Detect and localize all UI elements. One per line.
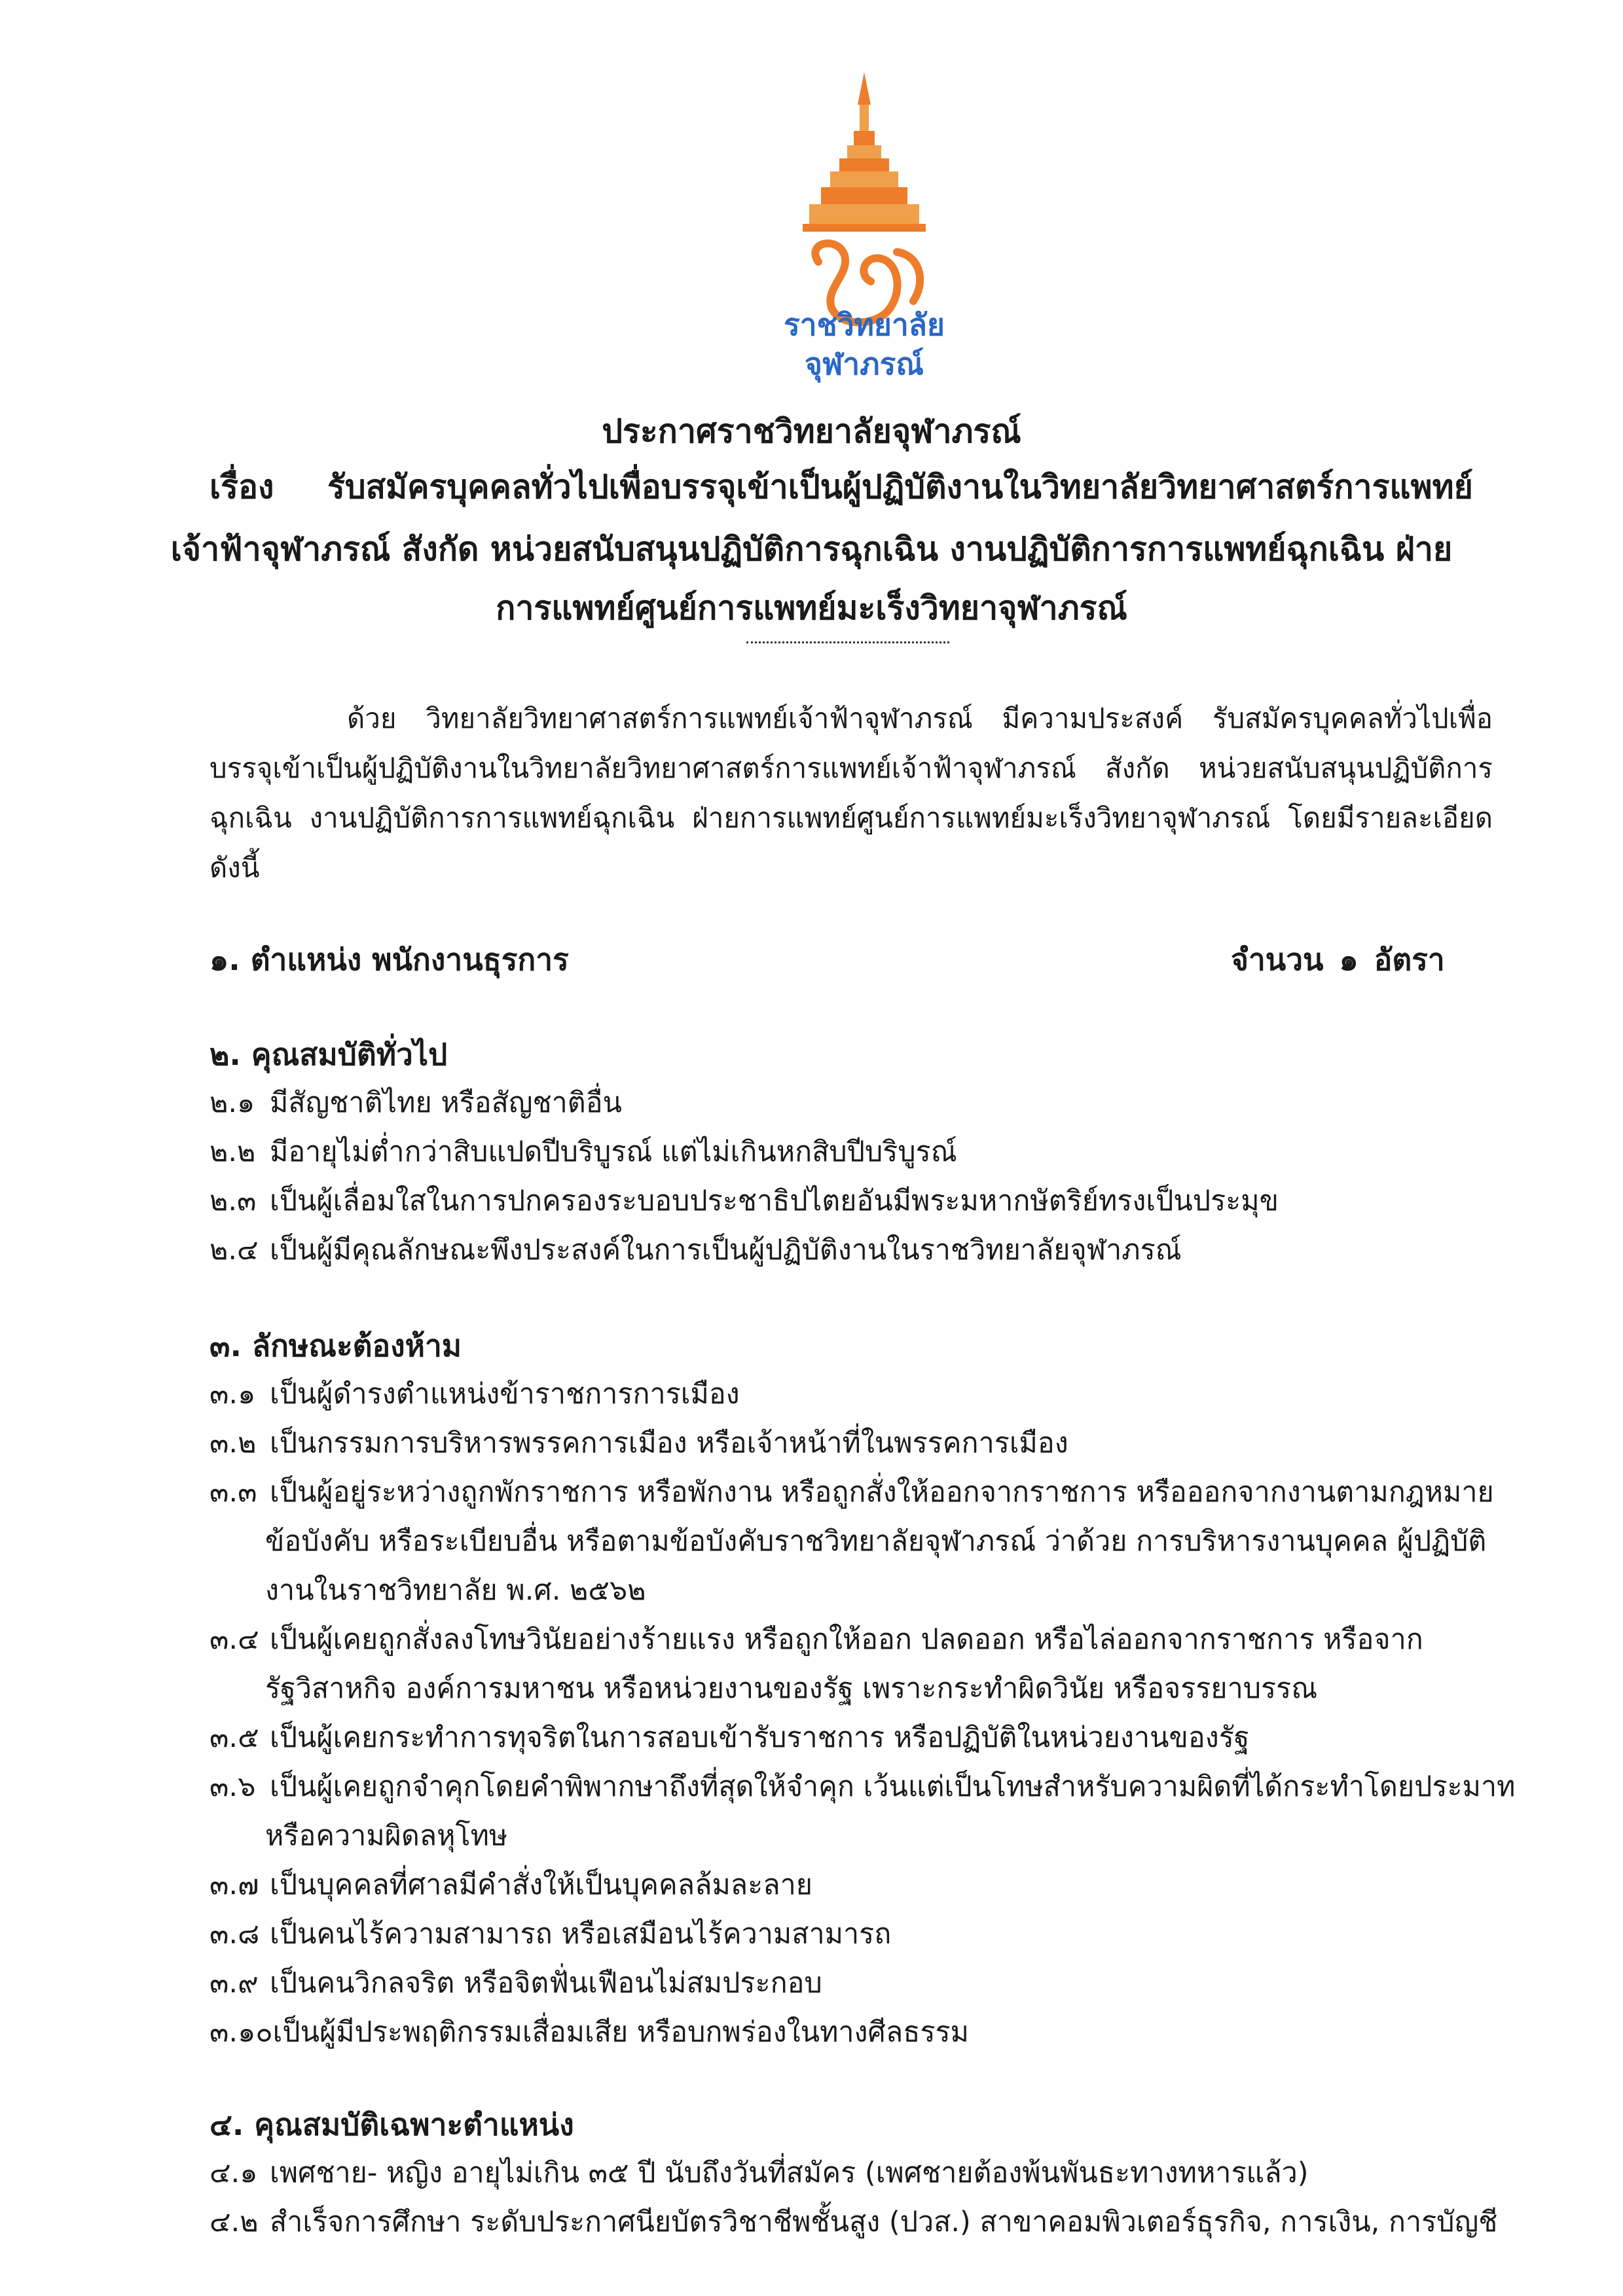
list-item: ๔.๑ เพศชาย- หญิง อายุไม่เกิน ๓๕ ปี นับถึงวันที่สมัคร (เพศชายต้องพ้นพันธะทางทหารแล้ว) [210,2157,1309,2189]
count-unit: อัตรา [1374,942,1445,977]
list-item: ๒.๒ มีอายุไม่ต่ำกว่าสิบแปดปีบริบูรณ์ แต่ไม่เกินหกสิบปีบริบูรณ์ [210,1136,957,1168]
count-value: ๑ [1339,942,1359,977]
subject-line-1: รับสมัครบุคคลทั่วไปเพื่อบรรจุเข้าเป็นผู้ปฏิบัติงานในวิทยาลัยวิทยาศาสตร์การแพทย์ [327,468,1473,506]
list-item: ๒.๓ เป็นผู้เลื่อมใสในการปกครองระบอบประชาธิปไตยอันมีพระมหากษัตริย์ทรงเป็นประมุข [210,1185,1279,1217]
list-item: ๓.๓ เป็นผู้อยู่ระหว่างถูกพักราชการ หรือพักงาน หรือถูกสั่งให้ออกจากราชการ หรือออกจากงานตามกฎหมาย [210,1476,1494,1509]
list-item: ๓.๘ เป็นคนไร้ความสามารถ หรือเสมือนไร้ความสามารถ [210,1918,892,1950]
list-item-continuation: หรือความผิดลหุโทษ [265,1820,508,1852]
list-item: ๓.๑ เป็นผู้ดำรงตำแหน่งข้าราชการการเมือง [210,1378,740,1410]
section4-heading: ๔. คุณสมบัติเฉพาะตำแหน่ง [210,2107,574,2142]
list-item: ๓.๗ เป็นบุคคลที่ศาลมีคำสั่งให้เป็นบุคคลล้มละลาย [210,1869,812,1901]
list-item: ๒.๔ เป็นผู้มีคุณลักษณะพึงประสงค์ในการเป็นผู้ปฏิบัติงานในราชวิทยาลัยจุฬาภรณ์ [210,1234,1182,1266]
list-item: ๓.๙ เป็นคนวิกลจริต หรือจิตฟั่นเฟือนไม่สมประกอบ [210,1967,822,2000]
subject-line-3: การแพทย์ศูนย์การแพทย์มะเร็งวิทยาจุฬาภรณ์ [496,589,1127,627]
section2-heading: ๒. คุณสมบัติทั่วไป [210,1037,448,1072]
dotted-divider [746,641,949,643]
subject-row [210,461,1473,513]
list-item: ๒.๑ มีสัญชาติไทย หรือสัญชาติอื่น [210,1086,622,1119]
list-item: ๔.๒ สำเร็จการศึกษา ระดับประกาศนียบัตรวิชาชีพชั้นสูง (ปวส.) สาขาคอมพิวเตอร์ธุรกิจ, การเงิน, การบัญชี [210,2206,1498,2238]
logo-text-line2: จุฬาภรณ์ [805,346,924,382]
intro-paragraph: ด้วย วิทยาลัยวิทยาศาสตร์การแพทย์เจ้าฟ้าจุฬาภรณ์ มีความประสงค์ รับสมัครบุคคลทั่วไปเพื่อบรรจุเข้าเป็นผู้ปฏิบัติงานในวิทยาลัยวิทยาศาสตร์การแพทย์เจ้าฟ้าจุฬาภรณ์ สังกัด หน่วยสนับสนุนปฏิบัติการฉุกเฉิน งานปฏิบัติการการแพทย์ฉุกเฉิน ฝ่ายการแพทย์ศูนย์การแพทย์มะเร็งวิทยาจุฬาภรณ์ โดยมีรายละเอียดดังนี้ [210,702,1493,884]
subject-line-2: เจ้าฟ้าจุฬาภรณ์ สังกัด หน่วยสนับสนุนปฏิบัติการฉุกเฉิน งานปฏิบัติการการแพทย์ฉุกเฉิน ฝ่าย [170,530,1453,568]
count-label: จำนวน [1231,942,1324,977]
list-item-continuation: ข้อบังคับ หรือระเบียบอื่น หรือตามข้อบังคับราชวิทยาลัยจุฬาภรณ์ ว่าด้วย การบริหารงานบุคคล ผู้ปฏิบัติ [265,1525,1487,1558]
list-item-continuation: รัฐวิสาหกิจ องค์การมหาชน หรือหน่วยงานของรัฐ เพราะกระทำผิดวินัย หรือจรรยาบรรณ [265,1672,1318,1705]
list-item: ๓.๑๐เป็นผู้มีประพฤติกรรมเสื่อมเสีย หรือบกพร่องในทางศีลธรรม [210,2016,969,2049]
position-count [1231,936,1461,984]
logo-text-line1: ราชวิทยาลัย [784,307,945,342]
list-item: ๓.๕ เป็นผู้เคยกระทำการทุจริตในการสอบเข้ารับราชการ หรือปฏิบัติในหน่วยงานของรัฐ [210,1721,1250,1754]
section3-heading: ๓. ลักษณะต้องห้าม [210,1328,462,1363]
list-item: ๓.๒ เป็นกรรมการบริหารพรรคการเมือง หรือเจ้าหน้าที่ในพรรคการเมือง [210,1427,1068,1460]
list-item-continuation: งานในราชวิทยาลัย พ.ศ. ๒๕๖๒ [265,1574,646,1607]
list-item: ๓.๖ เป็นผู้เคยถูกจำคุกโดยคำพิพากษาถึงที่สุดให้จำคุก เว้นแต่เป็นโทษสำหรับความผิดที่ได้กระทำโดยประมาท [210,1770,1516,1803]
subject-label: เรื่อง [210,468,274,506]
list-item: ๓.๔ เป็นผู้เคยถูกสั่งลงโทษวินัยอย่างร้ายแรง หรือถูกให้ออก ปลดออก หรือไล่ออกจากราชการ หรือจาก [210,1623,1423,1656]
position-heading: ๑. ตำแหน่ง พนักงานธุรการ [210,942,569,977]
announcement-title: ประกาศราชวิทยาลัยจุฬาภรณ์ [602,412,1021,450]
